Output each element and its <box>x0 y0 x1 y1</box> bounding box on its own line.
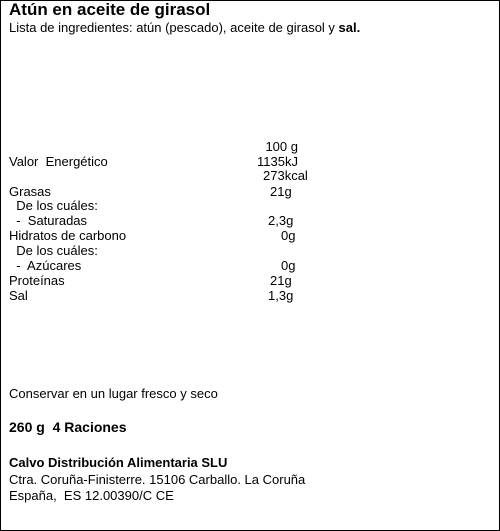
nutrition-label: Sal <box>9 288 28 303</box>
ingredients-salt: sal. <box>338 20 361 35</box>
nutrition-value: 1135kJ <box>257 154 298 169</box>
company-name: Calvo Distribución Alimentaria SLU <box>9 455 228 470</box>
nutrition-label: Valor Energético <box>9 154 108 169</box>
nutrition-label: - Saturadas <box>9 213 88 228</box>
portion-info: 260 g 4 Raciones <box>9 419 127 435</box>
nutrition-label: - Azúcares <box>9 258 82 273</box>
storage-instructions: Conservar en un lugar fresco y seco <box>9 386 218 401</box>
nutrition-label: Hidratos de carbono <box>9 228 127 243</box>
product-title: Atún en aceite de girasol <box>9 0 211 19</box>
nutrition-value: 21g <box>270 184 292 199</box>
nutrition-label: De los cuáles: <box>9 243 98 258</box>
nutrition-label: De los cuáles: <box>9 198 98 213</box>
nutrition-label: Grasas <box>9 184 51 199</box>
nutrition-per-header: 100 g <box>265 139 298 154</box>
company-registry: España, ES 12.00390/C CE <box>9 488 174 503</box>
nutrition-value: 2,3g <box>268 213 294 228</box>
nutrition-value: 1,3g <box>268 288 294 303</box>
nutrition-value: 0g <box>281 258 296 273</box>
company-address: Ctra. Coruña-Finisterre. 15106 Carballo. La Coruña <box>9 472 306 487</box>
nutrition-value: 21g <box>270 273 292 288</box>
ingredients-text: Lista de ingredientes: atún (pescado), aceite de girasol y <box>9 20 339 35</box>
ingredients-list <box>9 20 360 35</box>
nutrition-value: 273kcal <box>263 168 308 183</box>
nutrition-label: Proteínas <box>9 273 65 288</box>
nutrition-value: 0g <box>281 228 296 243</box>
